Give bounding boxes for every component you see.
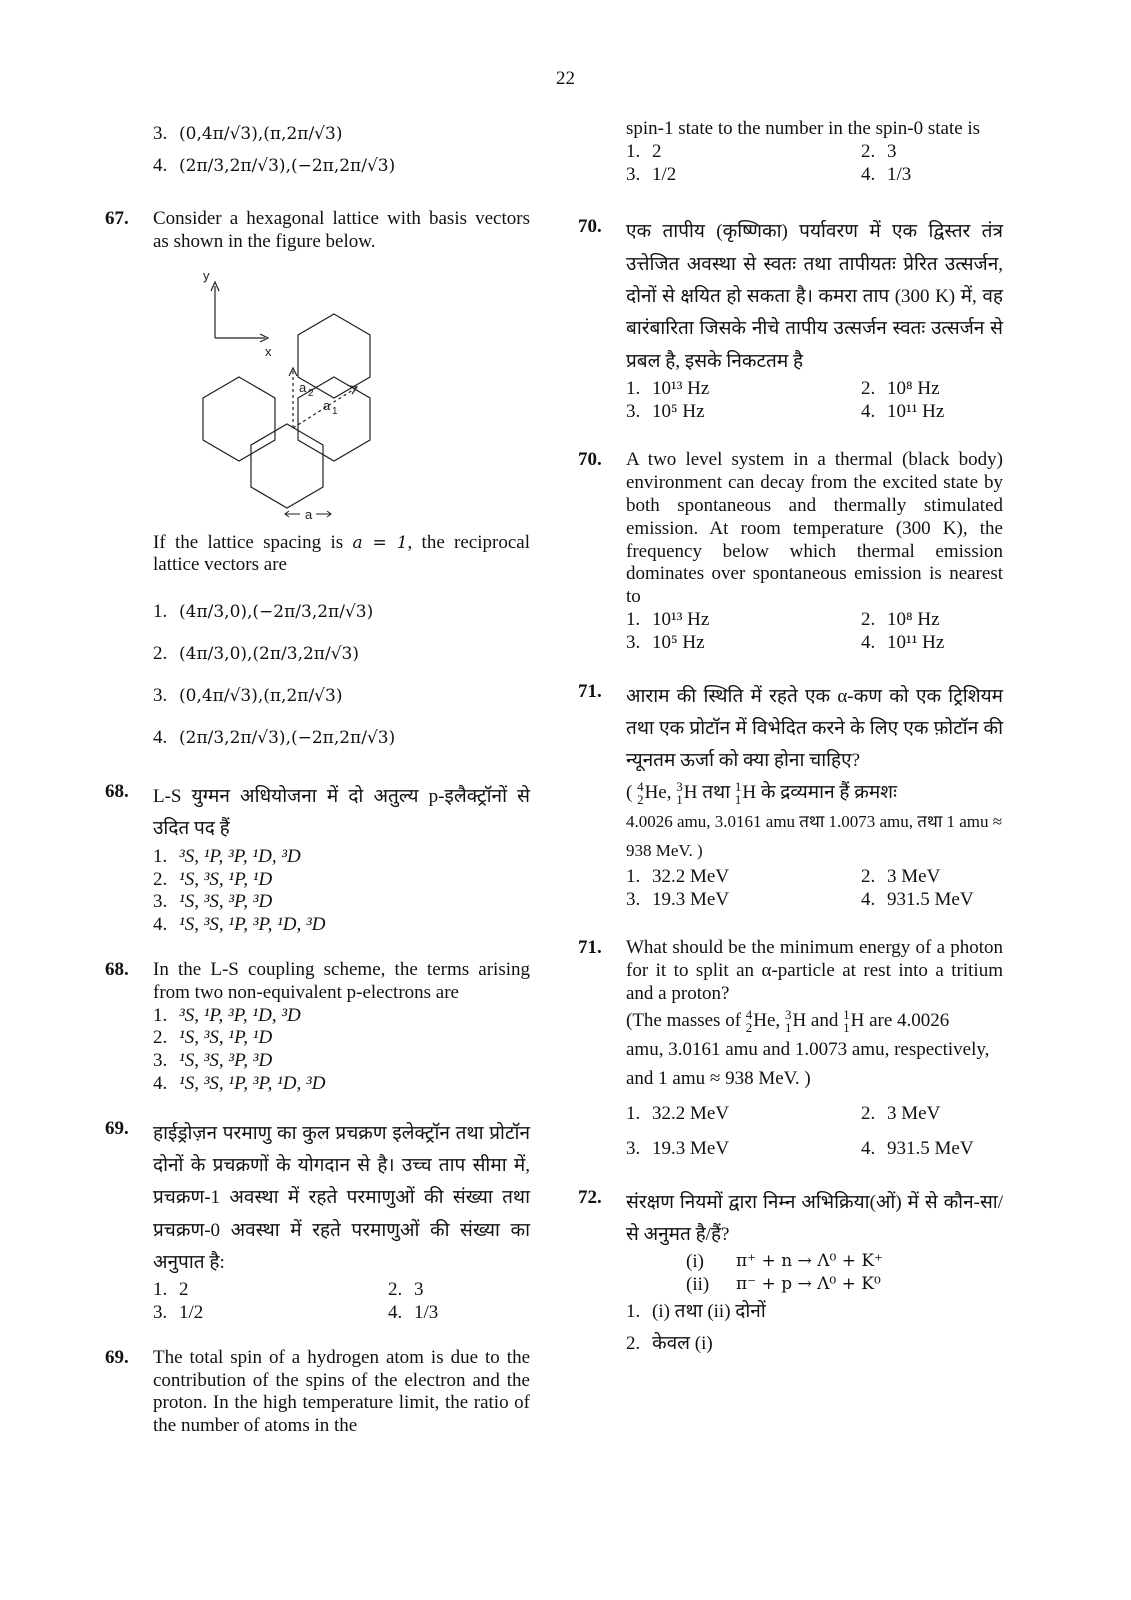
option-label: ¹S, ³S, ³P, ³D <box>179 891 273 913</box>
option: 1. (4π/3,0),(−2π/3,2π/√3) <box>153 600 374 622</box>
question-71-hindi <box>578 681 1003 912</box>
axis-x-label: x <box>265 343 272 359</box>
option-label: (4π/3,0),(2π/3,2π/√3) <box>179 643 359 664</box>
vector-a2-label: a <box>299 379 307 395</box>
option-label: ¹S, ³S, ¹P, ¹D <box>179 1027 273 1049</box>
option-label: ¹S, ³S, ¹P, ³P, ¹D, ³D <box>179 914 326 936</box>
option: 2. 3 MeV <box>861 1103 941 1125</box>
left-column <box>105 118 530 1460</box>
option: 4. (2π/3,2π/√3),(−2π,2π/√3) <box>153 726 396 748</box>
question-number: 69. <box>105 1117 129 1139</box>
option: 4. 1/3 <box>388 1302 439 1324</box>
question-text: What should be the minimum energy of a photon for it to split an α-particle at rest into a tritium and a proton? <box>626 937 1003 1004</box>
option: 2. (4π/3,0),(2π/3,2π/√3) <box>153 642 359 664</box>
question-text: The total spin of a hydrogen atom is due to the contribution of the spins of the electron and the proton. In the high temperature limit, the ratio of the number of atoms in the <box>153 1346 530 1437</box>
question-text: आराम की स्थिति में रहते एक α-कण को एक ट्रिशियम तथा एक प्रोटॉन में विभेदित करने के लिए एक फ़ोटॉन की न्यूनतम ऊर्जा को क्या होना चाहिए? <box>626 685 1003 772</box>
options-grid <box>626 866 1003 912</box>
axis-y-label: y <box>203 267 210 283</box>
question-number: 70. <box>578 449 602 471</box>
vector-a2-subscript: 2 <box>308 387 314 399</box>
vector-a1-label: a <box>323 397 331 413</box>
option-label: (2π/3,2π/√3),(−2π,2π/√3) <box>179 155 396 176</box>
question-number: 67. <box>105 208 129 229</box>
option: 1. (i) तथा (ii) दोनों <box>626 1301 766 1323</box>
options-grid <box>153 1279 530 1325</box>
options-grid <box>626 1103 1003 1161</box>
vector-a1-subscript: 1 <box>332 405 338 417</box>
masses-values: amu, 3.0161 amu and 1.0073 amu, respectively, and 1 amu ≈ 938 MeV. ) <box>626 1039 990 1089</box>
masses-line: (The masses of 4 2 He, 3 1 H and 1 1 H are 4.0026 <box>626 1007 950 1036</box>
option: 3. 10⁵ Hz <box>626 631 705 653</box>
option: 4. ¹S, ³S, ¹P, ³P, ¹D, ³D <box>153 1072 326 1094</box>
option-label: ¹S, ³S, ¹P, ¹D <box>179 868 273 890</box>
option: 3. 1/2 <box>626 163 677 185</box>
question-70-hindi <box>578 216 1003 423</box>
reaction-list <box>626 1251 1003 1297</box>
option: 4. 931.5 MeV <box>861 888 974 910</box>
option: 3. 1/2 <box>153 1302 204 1324</box>
option-label: ¹S, ³S, ³P, ³D <box>179 1050 273 1072</box>
reaction-item: (i) π⁺ + n → Λ⁰ + K⁺ <box>686 1251 884 1273</box>
option-label: ³S, ¹P, ³P, ¹D, ³D <box>179 1004 301 1026</box>
option: 2. 3 <box>861 140 897 162</box>
question-68-hindi <box>105 781 530 937</box>
option: 4. 10¹¹ Hz <box>861 631 945 653</box>
option: 1. 2 <box>153 1279 189 1301</box>
question-number: 71. <box>578 937 602 959</box>
question-text-2: If the lattice spacing is a = 1, the reciprocal lattice vectors are <box>153 531 530 576</box>
masses-values: 4.0026 amu, 3.0161 amu तथा 1.0073 amu, तथा 1 amu ≈ 938 MeV. ) <box>626 811 1003 860</box>
option: 3. 19.3 MeV <box>626 1137 730 1159</box>
option: 3. 10⁵ Hz <box>626 400 705 422</box>
question-number: 70. <box>578 216 602 238</box>
question-number: 68. <box>105 958 129 980</box>
options-grid <box>626 609 1003 655</box>
question-number: 68. <box>105 781 129 803</box>
options-grid <box>626 378 1003 424</box>
question-68-english <box>105 959 530 1096</box>
option: 1. 32.2 MeV <box>626 865 730 887</box>
page-number: 22 <box>556 68 575 89</box>
question-69-continued <box>578 118 1003 186</box>
option-label: ³S, ¹P, ³P, ¹D, ³D <box>179 845 301 867</box>
option: 2. ¹S, ³S, ¹P, ¹D <box>153 868 273 890</box>
option: 3. 19.3 MeV <box>626 888 730 910</box>
option: 4. 931.5 MeV <box>861 1137 974 1159</box>
option: 2. 3 MeV <box>861 865 941 887</box>
option: 4. 1/3 <box>861 163 912 185</box>
option: 2. 10⁸ Hz <box>861 609 940 631</box>
right-column <box>578 118 1003 1383</box>
option: 2. केवल (i) <box>626 1333 713 1355</box>
question-number: 71. <box>578 680 602 702</box>
question-text: In the L-S coupling scheme, the terms arising from two non-equivalent p-electrons are <box>153 958 530 1003</box>
masses-line: ( 4 2 He, 3 1 H तथा 1 1 H के द्रव्यमान हैं क्रमशः <box>626 779 897 808</box>
question-text: हाईड्रोज़न परमाणु का कुल प्रचक्रण इलेक्ट्रॉन तथा प्रोटॉन दोनों के प्रचक्रणों के योगदान से है। उच्च ताप सीमा में, प्रचक्रण-1 अवस्था में रहते परमाणुओं की संख्या तथा प्रचक्रण-0 अवस्था में रहते परमाणुओं की संख्या का अनुपात है: <box>153 1122 530 1273</box>
option: 2. 3 <box>388 1279 424 1301</box>
question-72-hindi <box>578 1187 1003 1361</box>
q66-carry-options <box>105 118 530 182</box>
question-70-english <box>578 449 1003 654</box>
option-label: (4π/3,0),(−2π/3,2π/√3) <box>179 601 374 622</box>
option: 1. ³S, ¹P, ³P, ¹D, ³D <box>153 845 301 867</box>
option: 1. ³S, ¹P, ³P, ¹D, ³D <box>153 1004 301 1026</box>
option-label: (0,4π/√3),(π,2π/√3) <box>179 685 343 706</box>
question-number: 72. <box>578 1186 602 1208</box>
option: 4. ¹S, ³S, ¹P, ³P, ¹D, ³D <box>153 914 326 936</box>
option: 1. 2 <box>626 140 662 162</box>
option: 3. (0,4π/√3),(π,2π/√3) <box>153 122 343 144</box>
option: 2. ¹S, ³S, ¹P, ¹D <box>153 1027 273 1049</box>
option: 4. 10¹¹ Hz <box>861 400 945 422</box>
options-grid <box>626 141 1003 187</box>
option-label: ¹S, ³S, ¹P, ³P, ¹D, ³D <box>179 1072 326 1094</box>
question-text: एक तापीय (कृष्णिका) पर्यावरण में एक द्विस्तर तंत्र उत्तेजित अवस्था से स्वतः तथा तापीयतः प्रेरित उत्सर्जन, दोनों से क्षयित हो सकता है। कमरा ताप (300 K) में, वह बारंबारिता जिसके नीचे तापीय उत्सर्जन स्वतः उत्सर्जन से प्रबल है, इसके निकटतम है <box>626 221 1003 372</box>
option-label: (0,4π/√3),(π,2π/√3) <box>179 123 343 144</box>
question-text: A two level system in a thermal (black body) environment can decay from the excited state by both spontaneous and thermally stimulated emission. At room temperature (300 K), the frequency below which thermal emission dominates over spontaneous emission is nearest to <box>626 449 1003 608</box>
question-71-english <box>578 937 1003 1160</box>
option: 1. 10¹³ Hz <box>626 609 710 631</box>
hexagonal-lattice-figure <box>153 258 393 528</box>
spacing-a-label: a <box>305 506 313 522</box>
option: 3. (0,4π/√3),(π,2π/√3) <box>153 684 343 706</box>
option: 4. (2π/3,2π/√3),(−2π,2π/√3) <box>153 154 396 176</box>
question-text: संरक्षण नियमों द्वारा निम्न अभिक्रिया(ओं) में से कौन-सा/से अनुमत है/हैं? <box>626 1191 1003 1245</box>
reaction-item: (ii) π⁻ + p → Λ⁰ + K⁰ <box>686 1274 881 1296</box>
question-text: Consider a hexagonal lattice with basis vectors as shown in the figure below. <box>153 208 530 252</box>
question-67 <box>105 208 530 759</box>
option-label: (2π/3,2π/√3),(−2π,2π/√3) <box>179 727 396 748</box>
question-69-hindi <box>105 1118 530 1325</box>
option: 3. ¹S, ³S, ³P, ³D <box>153 1050 273 1072</box>
question-69-english <box>105 1347 530 1438</box>
option: 3. ¹S, ³S, ³P, ³D <box>153 891 273 913</box>
question-text: L-S युग्मन अधियोजना में दो अतुल्य p-इलैक्ट्रॉनों से उदित पद हैं <box>153 786 530 840</box>
option: 1. 32.2 MeV <box>626 1103 730 1125</box>
option: 1. 10¹³ Hz <box>626 377 710 399</box>
question-text: spin-1 state to the number in the spin-0 state is <box>626 118 981 139</box>
question-number: 69. <box>105 1346 129 1368</box>
option: 2. 10⁸ Hz <box>861 377 940 399</box>
